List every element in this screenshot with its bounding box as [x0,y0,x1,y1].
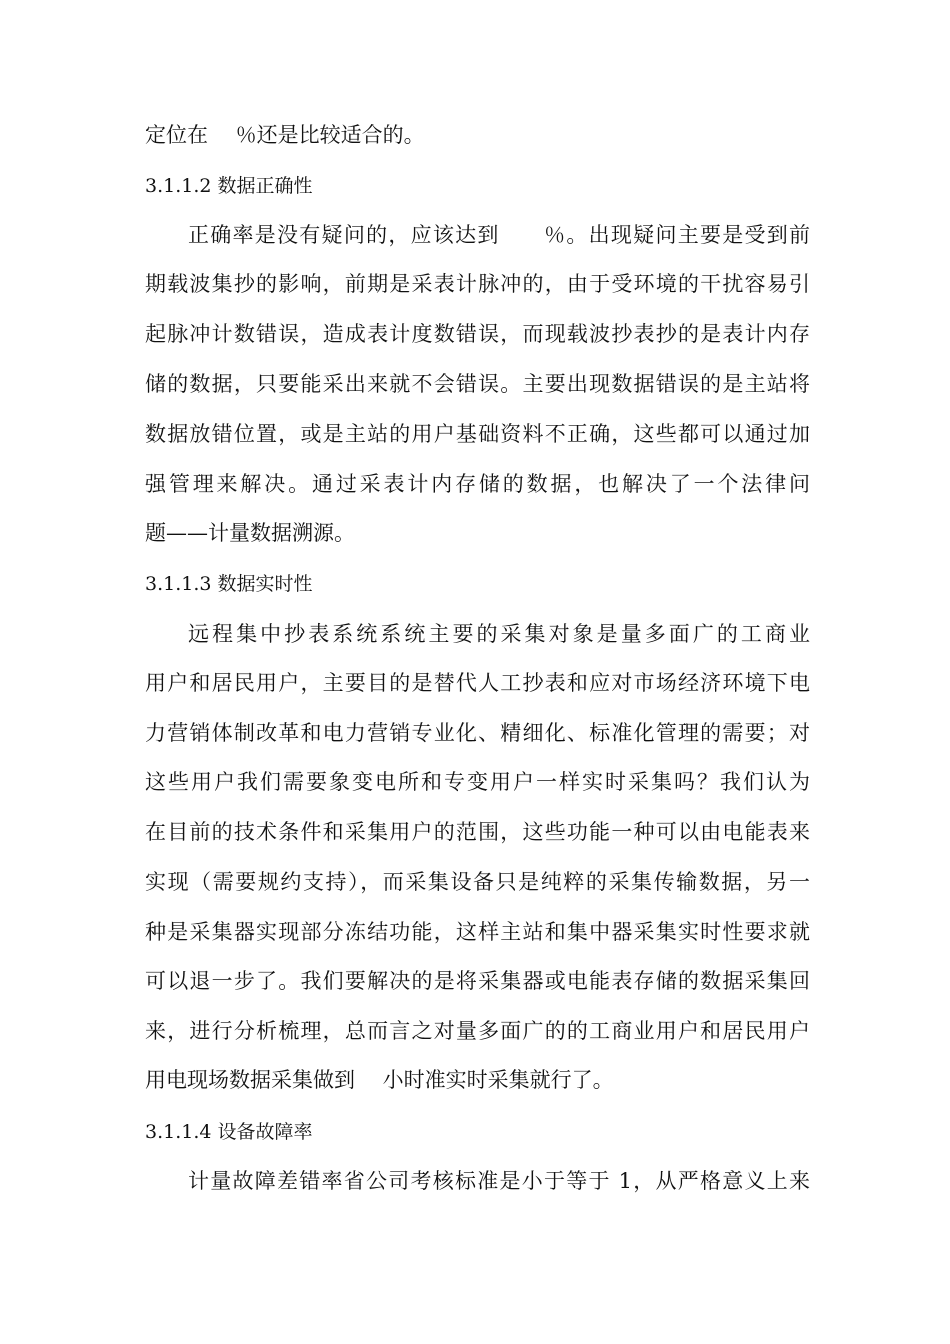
text-line: 期载波集抄的影响，前期是采表计脉冲的，由于受环境的干扰容易引 [145,272,810,296]
text-line: 用户和居民用户，主要目的是替代人工抄表和应对市场经济环境下电 [145,671,810,695]
text-line: 储的数据，只要能采出来就不会错误。主要出现数据错误的是主站将 [145,372,810,396]
section-heading: 3.1.1.3 数据实时性 [145,573,313,595]
text-line: 远程集中抄表系统系统主要的采集对象是量多面广的工商业 [188,622,810,646]
text-line: 起脉冲计数错误，造成表计度数错误，而现载波抄表抄的是表计内存 [145,322,810,346]
text-line: 定位在 ％还是比较适合的。 [145,123,425,147]
text-line: 种是采集器实现部分冻结功能，这样主站和集中器采集实时性要求就 [145,920,810,944]
text-line: 来，进行分析梳理，总而言之对量多面广的的工商业用户和居民用户 [145,1019,810,1043]
text-line: 可以退一步了。我们要解决的是将采集器或电能表存储的数据采集回 [145,969,810,993]
text-line: 实现（需要规约支持），而采集设备只是纯粹的采集传输数据，另一 [145,870,810,894]
text-line: 题——计量数据溯源。 [145,521,355,545]
text-line: 用电现场数据采集做到 小时准实时采集就行了。 [145,1068,614,1092]
section-heading: 3.1.1.4 设备故障率 [145,1121,313,1143]
text-line: 力营销体制改革和电力营销专业化、精细化、标准化管理的需要；对 [145,721,810,745]
text-line: 计量故障差错率省公司考核标准是小于等于 1，从严格意义上来 [188,1169,810,1193]
text-line: 数据放错位置，或是主站的用户基础资料不正确，这些都可以通过加 [145,422,810,446]
section-heading: 3.1.1.2 数据正确性 [145,175,313,197]
text-line: 正确率是没有疑问的，应该达到 ％。出现疑问主要是受到前 [188,223,810,247]
text-line: 在目前的技术条件和采集用户的范围，这些功能一种可以由电能表来 [145,820,810,844]
text-line: 强管理来解决。通过采表计内存储的数据，也解决了一个法律问 [145,472,810,496]
text-line: 这些用户我们需要象变电所和专变用户一样实时采集吗？我们认为 [145,770,810,794]
